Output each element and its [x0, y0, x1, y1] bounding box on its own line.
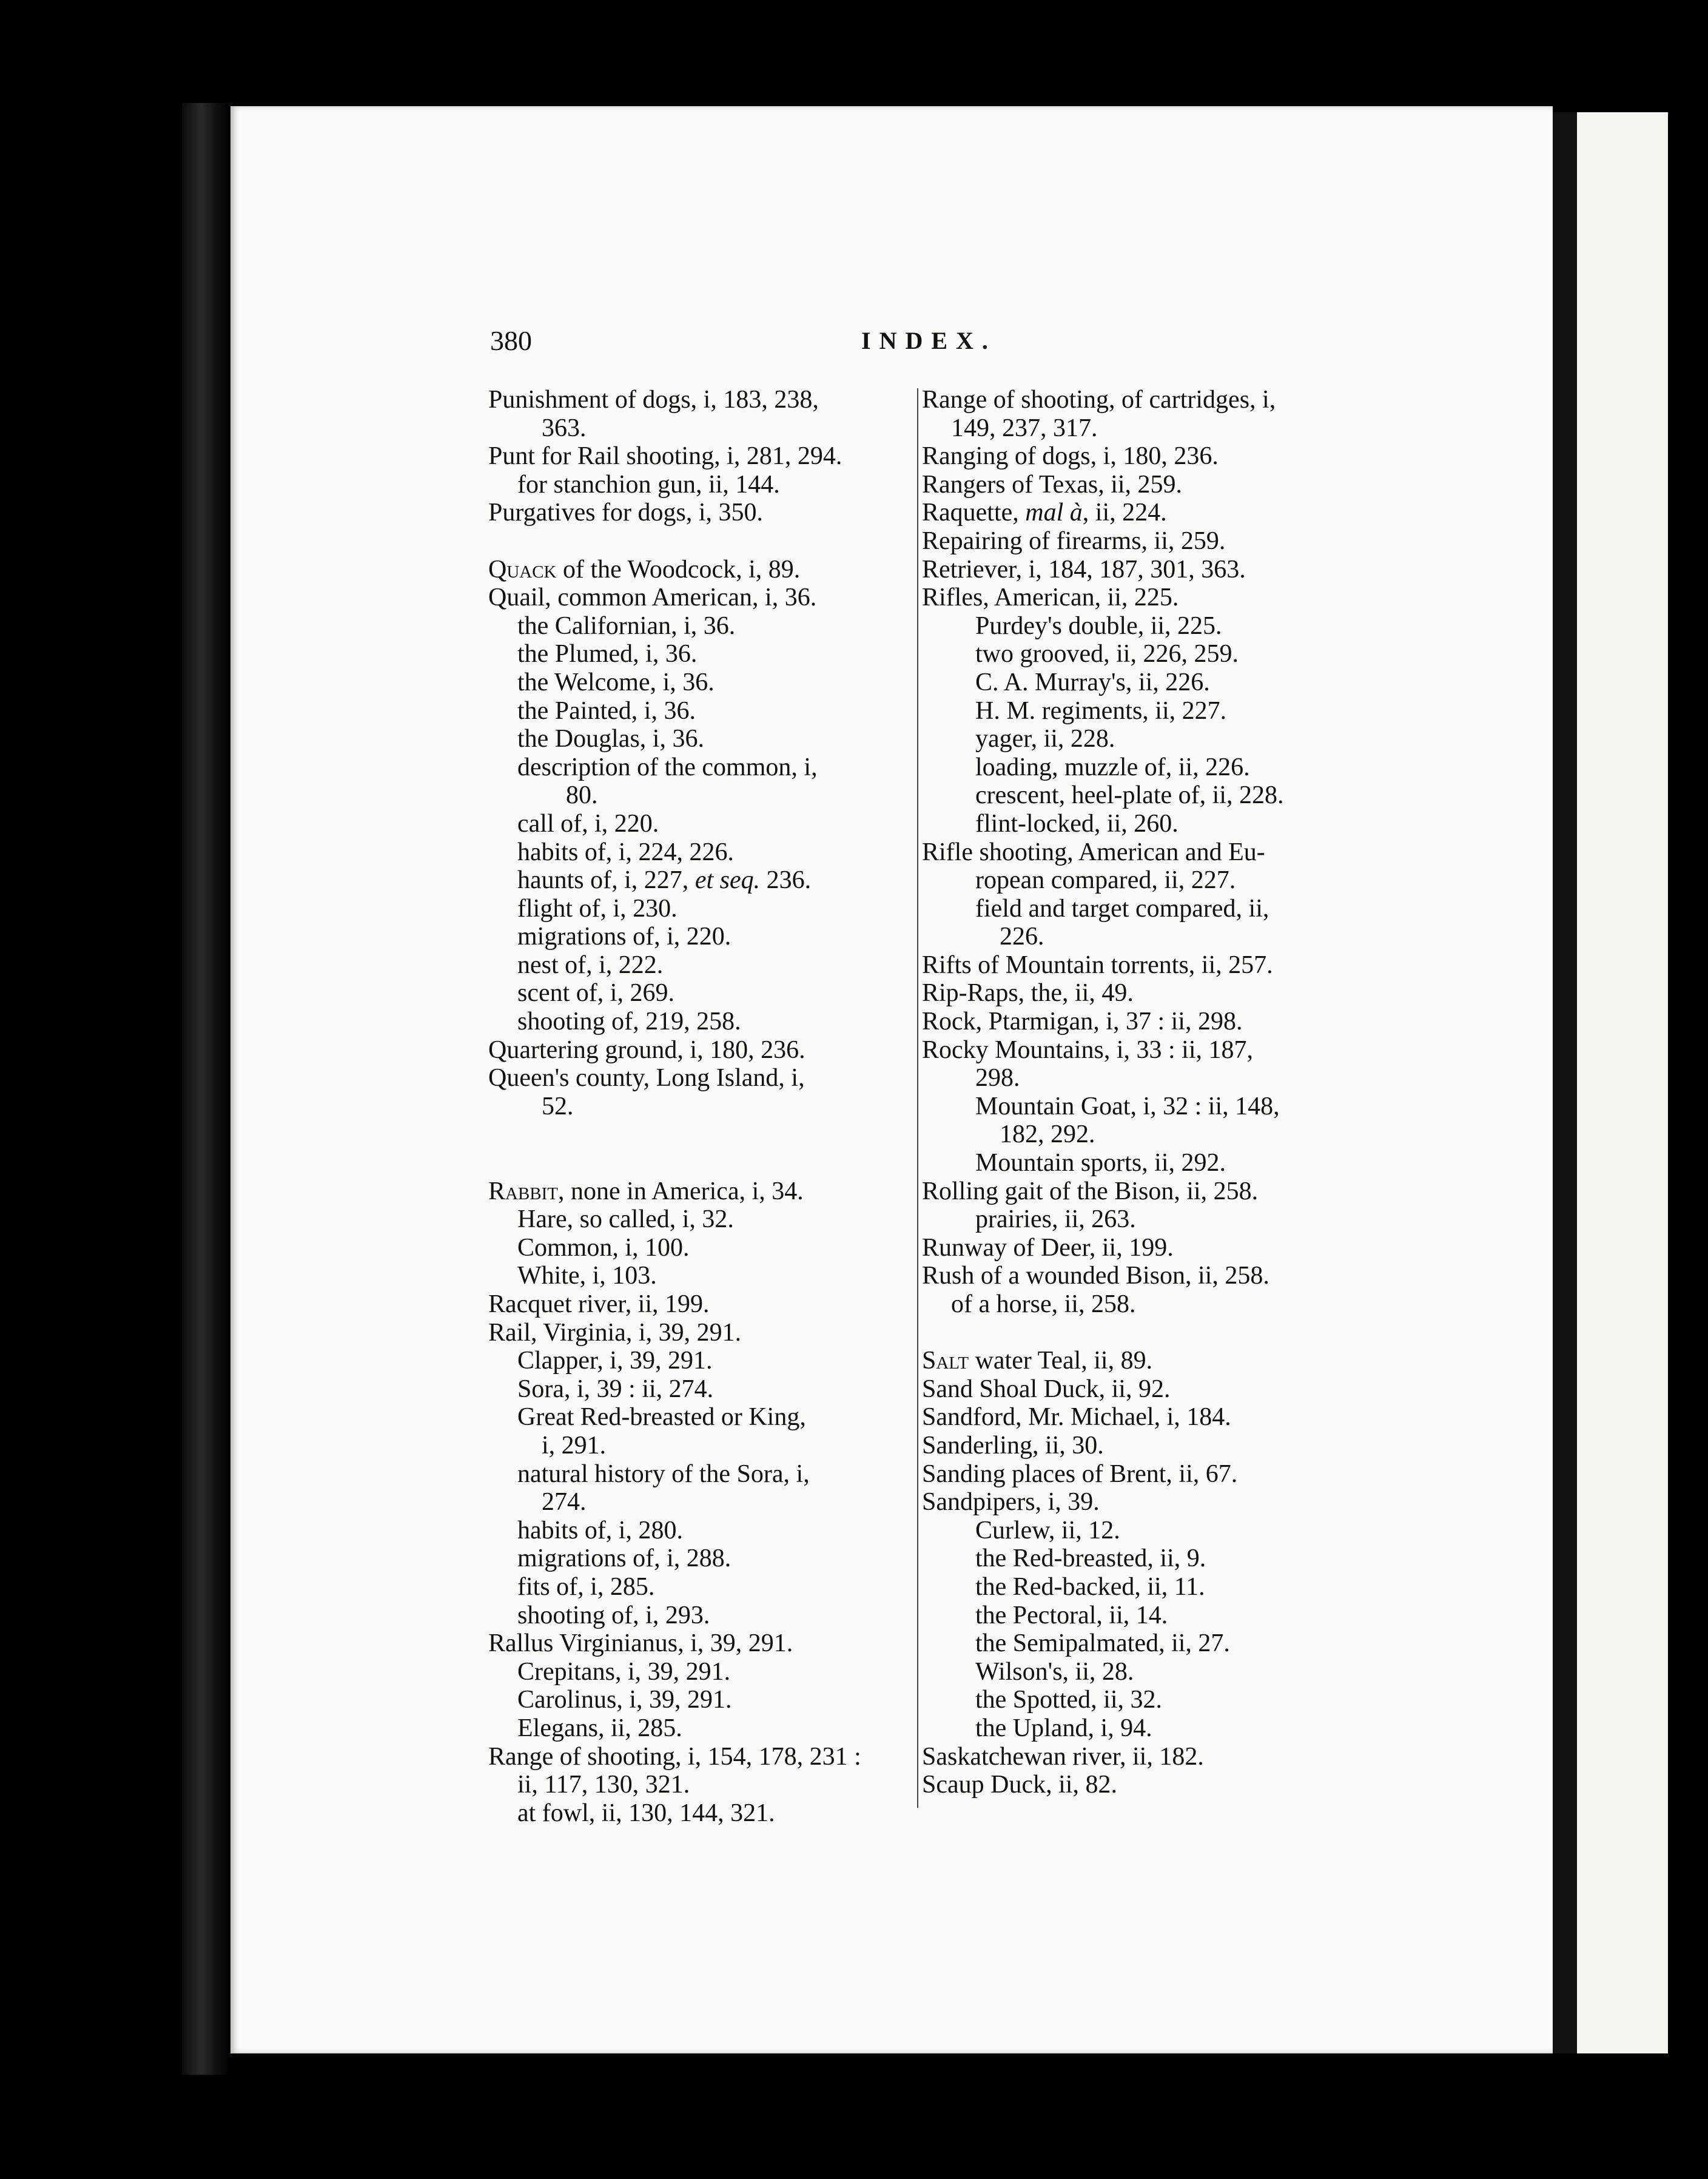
index-subentry [488, 1093, 913, 1121]
index-subentry [922, 923, 1347, 951]
entry-text: Common, i, 100. [517, 1233, 690, 1262]
index-subentry [488, 1347, 913, 1375]
index-entry [922, 1347, 1347, 1375]
index-subentry [922, 1601, 1347, 1630]
index-subentry [922, 1120, 1347, 1149]
book-binding-edge [182, 103, 230, 2075]
index-entry [922, 386, 1347, 414]
entry-text: the Red-breasted, ii, 9. [975, 1544, 1206, 1573]
index-subentry [922, 669, 1347, 697]
entry-text: natural history of the Sora, i, [517, 1460, 810, 1488]
index-subentry [488, 1205, 913, 1234]
index-entry [488, 1120, 913, 1149]
entry-text: Rifle shooting, American and Eu- [922, 838, 1265, 866]
entry-text: Range of shooting, of cartridges, i, [922, 386, 1276, 414]
index-entry [922, 1262, 1347, 1290]
entry-text: shooting of, i, 293. [517, 1601, 710, 1629]
index-subentry [488, 1403, 913, 1432]
index-subentry [922, 753, 1347, 782]
entry-text: 182, 292. [1000, 1120, 1095, 1149]
index-subentry [922, 1290, 1347, 1319]
entry-text: habits of, i, 280. [517, 1516, 683, 1544]
entry-text: the Pectoral, ii, 14. [975, 1601, 1168, 1629]
index-subentry [922, 1658, 1347, 1686]
entry-text: Sand Shoal Duck, ii, 92. [922, 1375, 1171, 1403]
entry-text: Rocky Mountains, i, 33 : ii, 187, [922, 1036, 1253, 1064]
entry-text: H. M. regiments, ii, 227. [975, 696, 1227, 725]
entry-text: Clapper, i, 39, 291. [517, 1347, 713, 1375]
entry-text: ii, 117, 130, 321. [517, 1771, 690, 1799]
index-subentry [922, 612, 1347, 641]
index-entry [922, 1488, 1347, 1517]
index-entry [922, 1177, 1347, 1206]
index-subentry [488, 725, 913, 753]
index-subentry [488, 1658, 913, 1686]
entry-text: Mountain sports, ii, 292. [975, 1149, 1226, 1177]
index-entry [922, 1319, 1347, 1347]
entry-text: call of, i, 220. [517, 809, 659, 838]
entry-text: Racquet river, ii, 199. [488, 1290, 710, 1318]
index-subentry [922, 1064, 1347, 1093]
index-subentry [488, 1234, 913, 1262]
entry-text: Purdey's double, ii, 225. [975, 611, 1222, 640]
index-column-left [488, 386, 913, 1827]
index-subentry [488, 1686, 913, 1714]
entry-text: migrations of, i, 220. [517, 923, 731, 951]
index-subentry [488, 1460, 913, 1489]
index-entry [922, 1460, 1347, 1489]
index-entry [922, 499, 1347, 527]
entry-text: Rush of a wounded Bison, ii, 258. [922, 1262, 1269, 1290]
index-subentry [922, 810, 1347, 838]
index-entry [488, 386, 913, 414]
entry-text: Quack [488, 555, 557, 584]
entry-text: two grooved, ii, 226, 259. [975, 640, 1239, 669]
entry-text: yager, ii, 228. [975, 725, 1115, 753]
entry-text: C. A. Murray's, ii, 226. [975, 668, 1210, 696]
entry-text: description of the common, i, [517, 753, 818, 781]
index-subentry [922, 725, 1347, 753]
entry-text: Elegans, ii, 285. [517, 1714, 682, 1742]
entry-text: scent of, i, 269. [517, 979, 674, 1008]
index-subentry [922, 866, 1347, 895]
entry-text: Rifles, American, ii, 225. [922, 584, 1179, 612]
index-entry [922, 1743, 1347, 1771]
index-entry [922, 838, 1347, 867]
entry-text: the Welcome, i, 36. [517, 668, 714, 696]
entry-text: at fowl, ii, 130, 144, 321. [517, 1799, 775, 1827]
index-subentry [488, 781, 913, 810]
entry-text: Rabbit [488, 1177, 559, 1205]
entry-text: Carolinus, i, 39, 291. [517, 1686, 732, 1714]
entry-italic: mal à [1025, 499, 1083, 527]
index-entry [488, 442, 913, 471]
entry-text: Rail, Virginia, i, 39, 291. [488, 1318, 742, 1347]
index-subentry [488, 810, 913, 838]
index-subentry [488, 838, 913, 867]
index-entry [922, 1403, 1347, 1432]
page-gap [1553, 112, 1577, 2053]
entry-text: Punt for Rail shooting, i, 281, 294. [488, 442, 842, 471]
index-subentry [488, 979, 913, 1008]
index-entry [922, 1375, 1347, 1404]
entry-text: habits of, i, 224, 226. [517, 838, 734, 866]
index-subentry [488, 753, 913, 782]
entry-text: Queen's county, Long Island, i, [488, 1064, 805, 1093]
index-entry [488, 584, 913, 612]
index-entry [922, 442, 1347, 471]
index-entry [922, 1432, 1347, 1460]
index-subentry [488, 1771, 913, 1799]
entry-text: Quartering ground, i, 180, 236. [488, 1036, 805, 1064]
index-entry [488, 1743, 913, 1771]
index-column-right [922, 386, 1347, 1799]
index-subentry [922, 1629, 1347, 1658]
entry-text: Purgatives for dogs, i, 350. [488, 499, 764, 527]
entry-text: Sanding places of Brent, ii, 67. [922, 1460, 1238, 1488]
index-subentry [922, 1149, 1347, 1177]
index-subentry [922, 1093, 1347, 1121]
entry-text: White, i, 103. [517, 1262, 657, 1290]
index-entry [488, 1064, 913, 1093]
index-subentry [922, 414, 1347, 443]
index-subentry [922, 697, 1347, 726]
entry-text: 363. [542, 414, 587, 442]
entry-text: migrations of, i, 288. [517, 1544, 731, 1573]
index-entry [922, 1234, 1347, 1262]
entry-rest: , none in America, i, 34. [558, 1177, 804, 1205]
entry-text: Range of shooting, i, 154, 178, 231 : [488, 1742, 861, 1771]
entry-text: Saskatchewan river, ii, 182. [922, 1742, 1204, 1771]
entry-text: Rolling gait of the Bison, ii, 258. [922, 1177, 1259, 1205]
entry-text: the Semipalmated, ii, 27. [975, 1629, 1230, 1658]
index-subentry [922, 895, 1347, 923]
index-entry [922, 951, 1347, 980]
index-subentry [488, 1544, 913, 1573]
entry-text: 80. [566, 781, 598, 810]
index-subentry [922, 1714, 1347, 1743]
entry-text: 149, 237, 317. [951, 414, 1098, 442]
entry-text: shooting of, 219, 258. [517, 1008, 741, 1036]
entry-text: Hare, so called, i, 32. [517, 1205, 734, 1234]
entry-text: the Red-backed, ii, 11. [975, 1572, 1205, 1601]
index-entry [488, 1629, 913, 1658]
page-number: 380 [490, 325, 532, 356]
index-subentry [488, 1573, 913, 1601]
index-subentry [922, 640, 1347, 669]
entry-text: Sandford, Mr. Michael, i, 184. [922, 1403, 1231, 1432]
entry-text: Retriever, i, 184, 187, 301, 363. [922, 555, 1246, 584]
index-subentry [488, 1375, 913, 1404]
entry-text: Rangers of Texas, ii, 259. [922, 470, 1183, 499]
index-entry [488, 1177, 913, 1206]
entry-text: the Douglas, i, 36. [517, 725, 704, 753]
entry-text: for stanchion gun, ii, 144. [517, 470, 780, 499]
entry-text: the Plumed, i, 36. [517, 640, 698, 669]
entry-text: Crepitans, i, 39, 291. [517, 1657, 731, 1686]
entry-text: the Spotted, ii, 32. [975, 1686, 1162, 1714]
entry-text: fits of, i, 285. [517, 1572, 655, 1601]
entry-text: Rifts of Mountain torrents, ii, 257. [922, 951, 1273, 979]
index-entry [488, 499, 913, 527]
index-subentry [488, 1714, 913, 1743]
entry-text: Punishment of dogs, i, 183, 238, [488, 386, 819, 414]
entry-text: Repairing of firearms, ii, 259. [922, 527, 1226, 555]
index-subentry [488, 612, 913, 641]
entry-text: prairies, ii, 263. [975, 1205, 1136, 1234]
index-subentry [922, 1205, 1347, 1234]
entry-text: nest of, i, 222. [517, 951, 664, 979]
index-subentry [488, 1262, 913, 1290]
index-subentry [488, 1517, 913, 1545]
index-subentry [488, 1488, 913, 1517]
entry-text: Mountain Goat, i, 32 : ii, 148, [975, 1092, 1280, 1120]
next-page-edge [1577, 112, 1668, 2053]
entry-text: haunts of, i, 227, [517, 866, 695, 895]
entry-text: Curlew, ii, 12. [975, 1516, 1120, 1544]
entry-text: crescent, heel-plate of, ii, 228. [975, 781, 1284, 810]
index-subentry [488, 1601, 913, 1630]
index-subentry [488, 1008, 913, 1036]
entry-text: Scaup Duck, ii, 82. [922, 1771, 1117, 1799]
entry-text: loading, muzzle of, ii, 226. [975, 753, 1250, 781]
index-entry [488, 1290, 913, 1319]
entry-text: 226. [1000, 923, 1044, 951]
index-entry [488, 556, 913, 584]
index-subentry [488, 951, 913, 980]
index-entry [922, 471, 1347, 499]
index-subentry [922, 1686, 1347, 1714]
entry-text: of a horse, ii, 258. [951, 1290, 1136, 1318]
entry-text: Runway of Deer, ii, 199. [922, 1233, 1174, 1262]
entry-text: Sandpipers, i, 39. [922, 1488, 1100, 1517]
entry-text: Great Red-breasted or King, [517, 1403, 806, 1432]
index-entry [922, 979, 1347, 1008]
index-entry [488, 527, 913, 556]
index-subentry [488, 1432, 913, 1460]
entry-text: Sanderling, ii, 30. [922, 1431, 1104, 1460]
index-subentry [922, 1544, 1347, 1573]
entry-text: the Upland, i, 94. [975, 1714, 1152, 1742]
index-entry [488, 1319, 913, 1347]
index-entry [922, 556, 1347, 584]
entry-text: 298. [975, 1064, 1020, 1093]
entry-text: Rock, Ptarmigan, i, 37 : ii, 298. [922, 1008, 1243, 1036]
index-subentry [488, 1799, 913, 1828]
index-subentry [488, 640, 913, 669]
index-subentry [922, 1517, 1347, 1545]
entry-text: Wilson's, ii, 28. [975, 1657, 1134, 1686]
index-subentry [488, 669, 913, 697]
index-subentry [488, 414, 913, 443]
entry-rest: water Teal, ii, 89. [969, 1347, 1153, 1375]
entry-italic: et seq. [694, 866, 761, 895]
entry-text: Sora, i, 39 : ii, 274. [517, 1375, 714, 1403]
entry-rest: of the Woodcock, i, 89. [556, 555, 801, 584]
index-entry [922, 1771, 1347, 1799]
index-entry [922, 527, 1347, 556]
running-head: INDEX. [861, 327, 997, 354]
entry-text: field and target compared, ii, [975, 894, 1269, 923]
entry-text: the Californian, i, 36. [517, 611, 736, 640]
entry-text: 274. [542, 1488, 587, 1517]
index-entry [488, 1036, 913, 1065]
entry-text: flint-locked, ii, 260. [975, 809, 1178, 838]
entry-rest: 236. [760, 866, 812, 895]
index-entry [922, 584, 1347, 612]
index-subentry [922, 781, 1347, 810]
entry-text: i, 291. [542, 1431, 607, 1460]
entry-text: ropean compared, ii, 227. [975, 866, 1236, 895]
entry-text: Quail, common American, i, 36. [488, 584, 817, 612]
entry-rest: , ii, 224. [1082, 499, 1167, 527]
entry-text: Ranging of dogs, i, 180, 236. [922, 442, 1219, 471]
entry-text: Rip-Raps, the, ii, 49. [922, 979, 1134, 1008]
entry-text: flight of, i, 230. [517, 894, 677, 923]
index-subentry [488, 895, 913, 923]
entry-text: the Painted, i, 36. [517, 696, 696, 725]
index-subentry [922, 1573, 1347, 1601]
index-subentry [488, 697, 913, 726]
entry-text: Salt [922, 1347, 969, 1375]
index-subentry [488, 471, 913, 499]
entry-text: Raquette, [922, 499, 1026, 527]
index-entry [922, 1008, 1347, 1036]
index-entry [488, 1149, 913, 1177]
entry-text: Rallus Virginianus, i, 39, 291. [488, 1629, 793, 1658]
index-subentry [488, 866, 913, 895]
column-rule [917, 388, 918, 1808]
entry-text: 52. [542, 1092, 574, 1120]
index-entry [922, 1036, 1347, 1065]
index-subentry [488, 923, 913, 951]
